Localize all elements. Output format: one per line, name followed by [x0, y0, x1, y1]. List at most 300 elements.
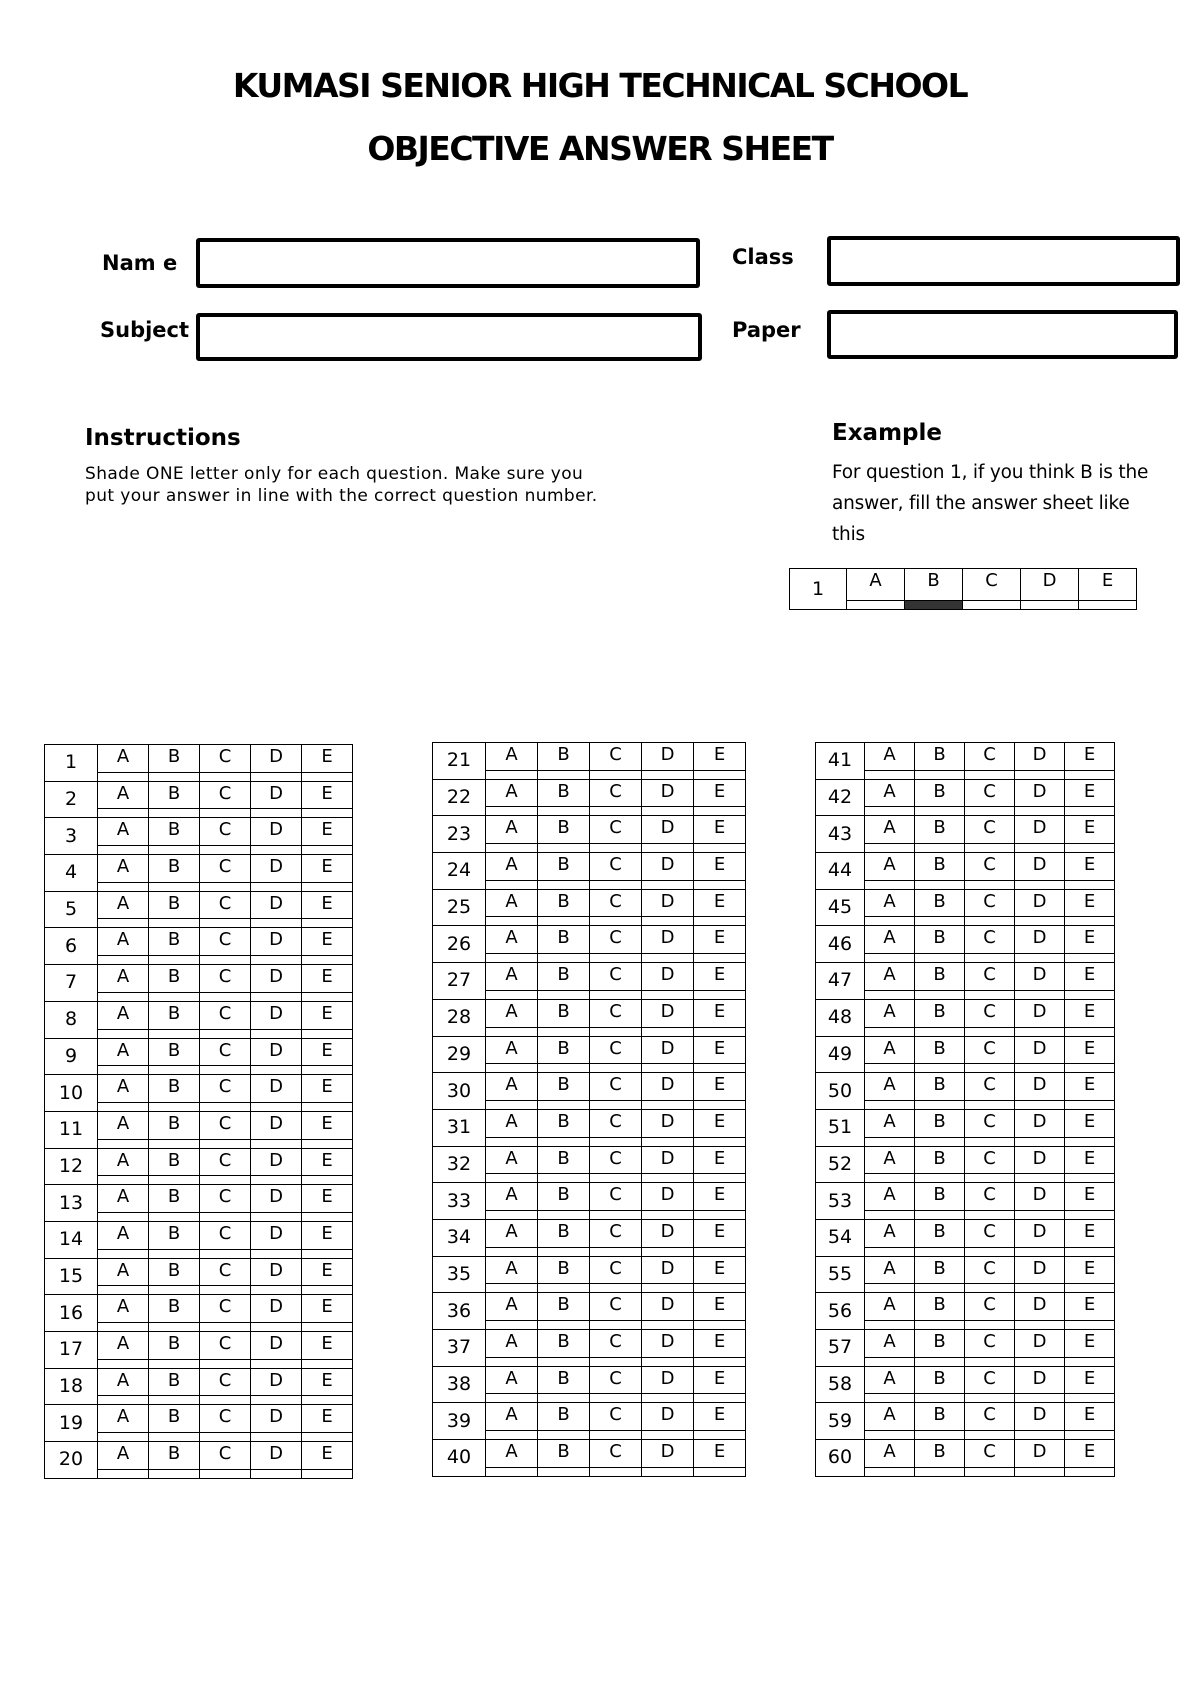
shade-box-d[interactable] — [1015, 1247, 1065, 1256]
shade-box-a[interactable] — [98, 1212, 149, 1221]
shade-box-d[interactable] — [1015, 1064, 1065, 1073]
shade-box-b[interactable] — [538, 1467, 590, 1476]
shade-box-a[interactable] — [98, 1469, 149, 1478]
shade-box-c[interactable] — [965, 1431, 1015, 1440]
shade-box-b[interactable] — [149, 919, 200, 928]
shade-box-e[interactable] — [694, 1064, 746, 1073]
shade-box-c[interactable] — [200, 1323, 251, 1332]
shade-box-a[interactable] — [98, 1139, 149, 1148]
shade-box-c[interactable] — [590, 1027, 642, 1036]
shade-box-a[interactable] — [98, 1249, 149, 1258]
shade-box-b[interactable] — [915, 1210, 965, 1219]
shade-box-b[interactable] — [149, 1102, 200, 1111]
shade-box-a[interactable] — [98, 1323, 149, 1332]
shade-box-e[interactable] — [694, 1137, 746, 1146]
shade-box-d[interactable] — [1015, 1137, 1065, 1146]
shade-box-c[interactable] — [200, 1102, 251, 1111]
shade-box-b[interactable] — [538, 1284, 590, 1293]
shade-box-e[interactable] — [1065, 1394, 1115, 1403]
shade-box-d[interactable] — [251, 1029, 302, 1038]
shade-box-c[interactable] — [200, 1359, 251, 1368]
shade-box-c[interactable] — [965, 917, 1015, 926]
shade-box-a[interactable] — [486, 990, 538, 999]
shade-box-c[interactable] — [590, 1394, 642, 1403]
shade-box-e[interactable] — [302, 1176, 353, 1185]
shade-box-c[interactable] — [590, 1431, 642, 1440]
shade-box-d[interactable] — [1015, 844, 1065, 853]
shade-box-e[interactable] — [694, 1357, 746, 1366]
shade-box-e[interactable] — [1065, 990, 1115, 999]
shade-box-b[interactable] — [915, 1100, 965, 1109]
shade-box-d[interactable] — [1015, 1027, 1065, 1036]
shade-box-a[interactable] — [486, 1210, 538, 1219]
shade-box-a[interactable] — [486, 1137, 538, 1146]
shade-box-b[interactable] — [538, 1027, 590, 1036]
shade-box-e[interactable] — [302, 1286, 353, 1295]
shade-box-a[interactable] — [865, 917, 915, 926]
shade-box-d[interactable] — [642, 1357, 694, 1366]
shade-box-c[interactable] — [590, 844, 642, 853]
shade-box-d[interactable] — [642, 1431, 694, 1440]
shade-box-b[interactable] — [538, 1357, 590, 1366]
shade-box-c[interactable] — [200, 1139, 251, 1148]
shade-box-a[interactable] — [865, 1210, 915, 1219]
shade-box-d[interactable] — [1015, 1431, 1065, 1440]
shade-box-d[interactable] — [251, 1286, 302, 1295]
shade-box-e[interactable] — [694, 954, 746, 963]
shade-box-a[interactable] — [865, 844, 915, 853]
shade-box-e[interactable] — [694, 917, 746, 926]
shade-box-a[interactable] — [865, 1467, 915, 1476]
shade-box-e[interactable] — [1065, 1247, 1115, 1256]
shade-box-c[interactable] — [590, 807, 642, 816]
shade-box-a[interactable] — [865, 1174, 915, 1183]
shade-box-c[interactable] — [965, 1064, 1015, 1073]
shade-box-b[interactable] — [915, 917, 965, 926]
shade-box-d[interactable] — [1015, 1321, 1065, 1330]
shade-box-a[interactable] — [486, 1467, 538, 1476]
shade-box-d[interactable] — [251, 1139, 302, 1148]
shade-box-b[interactable] — [915, 880, 965, 889]
shade-box-a[interactable] — [865, 1321, 915, 1330]
shade-box-a[interactable] — [865, 1137, 915, 1146]
shade-box-b[interactable] — [915, 954, 965, 963]
shade-box-a[interactable] — [98, 1433, 149, 1442]
shade-box-d[interactable] — [251, 1176, 302, 1185]
shade-box-d[interactable] — [251, 1212, 302, 1221]
shade-box-a[interactable] — [486, 844, 538, 853]
shade-box-b[interactable] — [538, 1100, 590, 1109]
shade-box-d[interactable] — [642, 1394, 694, 1403]
shade-box-d[interactable] — [642, 770, 694, 779]
shade-box-b[interactable] — [915, 770, 965, 779]
shade-box-d[interactable] — [642, 880, 694, 889]
shade-box-c[interactable] — [200, 956, 251, 965]
shade-box-c[interactable] — [200, 882, 251, 891]
shade-box-e[interactable] — [1065, 1174, 1115, 1183]
shade-box-b[interactable] — [915, 1174, 965, 1183]
shade-box-c[interactable] — [200, 1066, 251, 1075]
shade-box-a[interactable] — [98, 1029, 149, 1038]
shade-box-a[interactable] — [865, 880, 915, 889]
shade-box-b[interactable] — [915, 807, 965, 816]
shade-box-b[interactable] — [538, 807, 590, 816]
shade-box-d[interactable] — [251, 1469, 302, 1478]
shade-box-a[interactable] — [865, 1284, 915, 1293]
shade-box-e[interactable] — [302, 1139, 353, 1148]
shade-box-a[interactable] — [486, 1357, 538, 1366]
shade-box-e[interactable] — [694, 990, 746, 999]
shade-box-e[interactable] — [302, 1323, 353, 1332]
shade-box-b[interactable] — [149, 1359, 200, 1368]
shade-box-d[interactable] — [1015, 1100, 1065, 1109]
shade-box-e[interactable] — [1065, 1284, 1115, 1293]
shade-box-b[interactable] — [149, 1396, 200, 1405]
shade-box-e[interactable] — [302, 919, 353, 928]
shade-box-d[interactable] — [251, 919, 302, 928]
shade-box-d[interactable] — [1015, 917, 1065, 926]
shade-box-e[interactable] — [694, 1321, 746, 1330]
shade-box-a[interactable] — [98, 1286, 149, 1295]
shade-box-d[interactable] — [1015, 1467, 1065, 1476]
shade-box-e[interactable] — [694, 880, 746, 889]
shade-box-b[interactable] — [915, 1431, 965, 1440]
shade-box-d[interactable] — [1015, 1174, 1065, 1183]
shade-box-a[interactable] — [98, 1066, 149, 1075]
shade-box-a[interactable] — [486, 1027, 538, 1036]
shade-box-e[interactable] — [1065, 1137, 1115, 1146]
shade-box-d[interactable] — [1021, 601, 1079, 610]
shade-box-c[interactable] — [590, 1284, 642, 1293]
shade-box-b[interactable] — [538, 1394, 590, 1403]
shade-box-a[interactable] — [865, 1394, 915, 1403]
shade-box-c[interactable] — [590, 1100, 642, 1109]
shade-box-b[interactable] — [538, 1321, 590, 1330]
shade-box-a[interactable] — [486, 954, 538, 963]
shade-box-c[interactable] — [590, 917, 642, 926]
shade-box-c[interactable] — [965, 1357, 1015, 1366]
shade-box-c[interactable] — [590, 990, 642, 999]
shade-box-e[interactable] — [694, 1100, 746, 1109]
shade-box-e[interactable] — [694, 1247, 746, 1256]
shade-box-b[interactable] — [149, 992, 200, 1001]
shade-box-b[interactable] — [149, 1029, 200, 1038]
shade-box-e[interactable] — [302, 1066, 353, 1075]
shade-box-d[interactable] — [251, 1249, 302, 1258]
shade-box-d[interactable] — [642, 807, 694, 816]
shade-box-b[interactable] — [149, 809, 200, 818]
shade-box-a[interactable] — [865, 1027, 915, 1036]
shade-box-c[interactable] — [200, 1469, 251, 1478]
shade-box-b[interactable] — [149, 1212, 200, 1221]
shade-box-c[interactable] — [590, 1174, 642, 1183]
shade-box-d[interactable] — [251, 1433, 302, 1442]
shade-box-e[interactable] — [1065, 1064, 1115, 1073]
shade-box-e[interactable] — [302, 1212, 353, 1221]
shade-box-b[interactable] — [538, 770, 590, 779]
shade-box-d[interactable] — [1015, 880, 1065, 889]
shade-box-a[interactable] — [865, 1247, 915, 1256]
shade-box-d[interactable] — [251, 992, 302, 1001]
shade-box-a[interactable] — [486, 880, 538, 889]
shade-box-d[interactable] — [251, 772, 302, 781]
shade-box-c[interactable] — [965, 807, 1015, 816]
shade-box-d[interactable] — [642, 1321, 694, 1330]
shade-box-c[interactable] — [965, 1137, 1015, 1146]
shade-box-e[interactable] — [694, 770, 746, 779]
shade-box-e[interactable] — [694, 844, 746, 853]
shade-box-b[interactable] — [915, 1394, 965, 1403]
shade-box-a[interactable] — [486, 1247, 538, 1256]
shade-box-a[interactable] — [865, 1100, 915, 1109]
shade-box-a[interactable] — [865, 807, 915, 816]
shade-box-d[interactable] — [1015, 1210, 1065, 1219]
shade-box-e[interactable] — [302, 1469, 353, 1478]
shade-box-e[interactable] — [302, 992, 353, 1001]
shade-box-d[interactable] — [1015, 954, 1065, 963]
shade-box-b[interactable] — [149, 1433, 200, 1442]
shade-box-e[interactable] — [302, 1396, 353, 1405]
shade-box-d[interactable] — [642, 1467, 694, 1476]
shade-box-e[interactable] — [302, 1433, 353, 1442]
shade-box-b[interactable] — [149, 1469, 200, 1478]
shade-box-d[interactable] — [642, 1247, 694, 1256]
shade-box-b[interactable] — [538, 990, 590, 999]
shade-box-c[interactable] — [590, 954, 642, 963]
shade-box-e[interactable] — [1065, 1321, 1115, 1330]
shade-box-c[interactable] — [590, 1064, 642, 1073]
shade-box-b[interactable] — [149, 846, 200, 855]
shade-box-e[interactable] — [694, 1431, 746, 1440]
shade-box-c[interactable] — [965, 954, 1015, 963]
subject-field[interactable] — [196, 313, 702, 361]
shade-box-d[interactable] — [642, 1137, 694, 1146]
shade-box-c[interactable] — [965, 1467, 1015, 1476]
shade-box-d[interactable] — [1015, 990, 1065, 999]
shade-box-d[interactable] — [251, 956, 302, 965]
shade-box-a[interactable] — [98, 1102, 149, 1111]
shade-box-b[interactable] — [538, 1137, 590, 1146]
shade-box-b[interactable] — [915, 1247, 965, 1256]
shade-box-a[interactable] — [865, 990, 915, 999]
shade-box-a[interactable] — [98, 992, 149, 1001]
shade-box-e[interactable] — [302, 772, 353, 781]
shade-box-a[interactable] — [98, 1176, 149, 1185]
shade-box-e[interactable] — [1065, 844, 1115, 853]
shade-box-c[interactable] — [200, 1029, 251, 1038]
name-field[interactable] — [196, 238, 700, 288]
shade-box-a[interactable] — [865, 1357, 915, 1366]
shade-box-e[interactable] — [694, 807, 746, 816]
shade-box-c[interactable] — [590, 1357, 642, 1366]
shade-box-b[interactable] — [149, 1176, 200, 1185]
shade-box-e[interactable] — [694, 1467, 746, 1476]
shade-box-e[interactable] — [1065, 917, 1115, 926]
shade-box-a[interactable] — [865, 954, 915, 963]
shade-box-c[interactable] — [200, 1212, 251, 1221]
paper-field[interactable] — [827, 310, 1178, 359]
shade-box-b[interactable] — [149, 1249, 200, 1258]
shade-box-e[interactable] — [694, 1027, 746, 1036]
shade-box-c[interactable] — [965, 880, 1015, 889]
shade-box-e[interactable] — [302, 956, 353, 965]
shade-box-a[interactable] — [486, 1174, 538, 1183]
shade-box-e[interactable] — [1079, 601, 1137, 610]
shade-box-c[interactable] — [590, 1321, 642, 1330]
shade-box-d[interactable] — [642, 954, 694, 963]
class-field[interactable] — [827, 236, 1180, 286]
shade-box-c[interactable] — [590, 1467, 642, 1476]
shade-box-b[interactable] — [538, 844, 590, 853]
shade-box-c[interactable] — [200, 809, 251, 818]
shade-box-b[interactable] — [538, 1174, 590, 1183]
shade-box-a[interactable] — [98, 1396, 149, 1405]
shade-box-c[interactable] — [965, 1210, 1015, 1219]
shade-box-b[interactable] — [149, 1323, 200, 1332]
shade-box-c[interactable] — [590, 1210, 642, 1219]
shade-box-c[interactable] — [965, 1027, 1015, 1036]
shade-box-c[interactable] — [963, 601, 1021, 610]
shade-box-d[interactable] — [1015, 807, 1065, 816]
shade-box-d[interactable] — [1015, 1357, 1065, 1366]
shade-box-e[interactable] — [302, 882, 353, 891]
shade-box-e[interactable] — [694, 1284, 746, 1293]
shade-box-e[interactable] — [694, 1394, 746, 1403]
shade-box-b[interactable] — [915, 1467, 965, 1476]
shade-box-c[interactable] — [200, 992, 251, 1001]
shade-box-c[interactable] — [965, 1247, 1015, 1256]
shade-box-b[interactable] — [915, 990, 965, 999]
shade-box-c[interactable] — [200, 919, 251, 928]
shade-box-d[interactable] — [251, 1102, 302, 1111]
shade-box-c[interactable] — [590, 1137, 642, 1146]
shade-box-b[interactable] — [538, 917, 590, 926]
shade-box-e[interactable] — [1065, 1027, 1115, 1036]
shade-box-b[interactable] — [538, 1210, 590, 1219]
shade-box-e[interactable] — [1065, 1357, 1115, 1366]
shade-box-d[interactable] — [1015, 1394, 1065, 1403]
shade-box-b[interactable] — [905, 601, 963, 610]
shade-box-a[interactable] — [98, 919, 149, 928]
shade-box-a[interactable] — [865, 770, 915, 779]
shade-box-d[interactable] — [642, 1100, 694, 1109]
shade-box-c[interactable] — [965, 1174, 1015, 1183]
shade-box-d[interactable] — [251, 1359, 302, 1368]
shade-box-d[interactable] — [642, 844, 694, 853]
shade-box-c[interactable] — [965, 990, 1015, 999]
shade-box-e[interactable] — [694, 1174, 746, 1183]
shade-box-c[interactable] — [965, 1394, 1015, 1403]
shade-box-d[interactable] — [642, 1174, 694, 1183]
shade-box-e[interactable] — [1065, 1431, 1115, 1440]
shade-box-c[interactable] — [965, 1100, 1015, 1109]
shade-box-a[interactable] — [486, 1321, 538, 1330]
shade-box-a[interactable] — [98, 1359, 149, 1368]
shade-box-b[interactable] — [915, 1357, 965, 1366]
shade-box-c[interactable] — [590, 880, 642, 889]
shade-box-b[interactable] — [915, 1321, 965, 1330]
shade-box-e[interactable] — [302, 1249, 353, 1258]
shade-box-a[interactable] — [486, 770, 538, 779]
shade-box-c[interactable] — [200, 1286, 251, 1295]
shade-box-b[interactable] — [915, 1027, 965, 1036]
shade-box-e[interactable] — [302, 1359, 353, 1368]
shade-box-c[interactable] — [200, 1396, 251, 1405]
shade-box-a[interactable] — [486, 1284, 538, 1293]
shade-box-c[interactable] — [965, 844, 1015, 853]
shade-box-d[interactable] — [251, 1396, 302, 1405]
shade-box-e[interactable] — [302, 1102, 353, 1111]
shade-box-e[interactable] — [1065, 880, 1115, 889]
shade-box-d[interactable] — [642, 1027, 694, 1036]
shade-box-b[interactable] — [538, 1064, 590, 1073]
shade-box-b[interactable] — [149, 772, 200, 781]
shade-box-e[interactable] — [1065, 1100, 1115, 1109]
shade-box-c[interactable] — [965, 770, 1015, 779]
shade-box-e[interactable] — [1065, 807, 1115, 816]
shade-box-e[interactable] — [302, 1029, 353, 1038]
shade-box-b[interactable] — [538, 880, 590, 889]
shade-box-a[interactable] — [865, 1431, 915, 1440]
shade-box-e[interactable] — [1065, 954, 1115, 963]
shade-box-a[interactable] — [486, 807, 538, 816]
shade-box-a[interactable] — [98, 956, 149, 965]
shade-box-d[interactable] — [642, 1284, 694, 1293]
shade-box-d[interactable] — [251, 1323, 302, 1332]
shade-box-d[interactable] — [251, 846, 302, 855]
shade-box-b[interactable] — [538, 1247, 590, 1256]
shade-box-b[interactable] — [915, 1137, 965, 1146]
shade-box-e[interactable] — [694, 1210, 746, 1219]
shade-box-c[interactable] — [965, 1284, 1015, 1293]
shade-box-a[interactable] — [486, 1100, 538, 1109]
shade-box-a[interactable] — [98, 882, 149, 891]
shade-box-d[interactable] — [251, 1066, 302, 1075]
shade-box-e[interactable] — [1065, 770, 1115, 779]
shade-box-b[interactable] — [149, 882, 200, 891]
shade-box-a[interactable] — [98, 846, 149, 855]
shade-box-c[interactable] — [965, 1321, 1015, 1330]
shade-box-b[interactable] — [915, 1064, 965, 1073]
shade-box-d[interactable] — [251, 809, 302, 818]
shade-box-b[interactable] — [149, 1139, 200, 1148]
shade-box-d[interactable] — [251, 882, 302, 891]
shade-box-c[interactable] — [200, 772, 251, 781]
shade-box-b[interactable] — [538, 1431, 590, 1440]
shade-box-d[interactable] — [1015, 770, 1065, 779]
shade-box-d[interactable] — [642, 1064, 694, 1073]
shade-box-b[interactable] — [149, 956, 200, 965]
shade-box-c[interactable] — [200, 1176, 251, 1185]
shade-box-e[interactable] — [1065, 1467, 1115, 1476]
shade-box-c[interactable] — [590, 1247, 642, 1256]
shade-box-b[interactable] — [149, 1286, 200, 1295]
shade-box-c[interactable] — [200, 1433, 251, 1442]
shade-box-d[interactable] — [642, 917, 694, 926]
shade-box-a[interactable] — [847, 601, 905, 610]
shade-box-a[interactable] — [486, 1064, 538, 1073]
shade-box-e[interactable] — [302, 809, 353, 818]
shade-box-a[interactable] — [98, 772, 149, 781]
shade-box-a[interactable] — [98, 809, 149, 818]
shade-box-e[interactable] — [1065, 1210, 1115, 1219]
shade-box-d[interactable] — [642, 1210, 694, 1219]
shade-box-a[interactable] — [486, 1394, 538, 1403]
shade-box-a[interactable] — [486, 917, 538, 926]
shade-box-a[interactable] — [486, 1431, 538, 1440]
shade-box-d[interactable] — [642, 990, 694, 999]
shade-box-b[interactable] — [915, 844, 965, 853]
